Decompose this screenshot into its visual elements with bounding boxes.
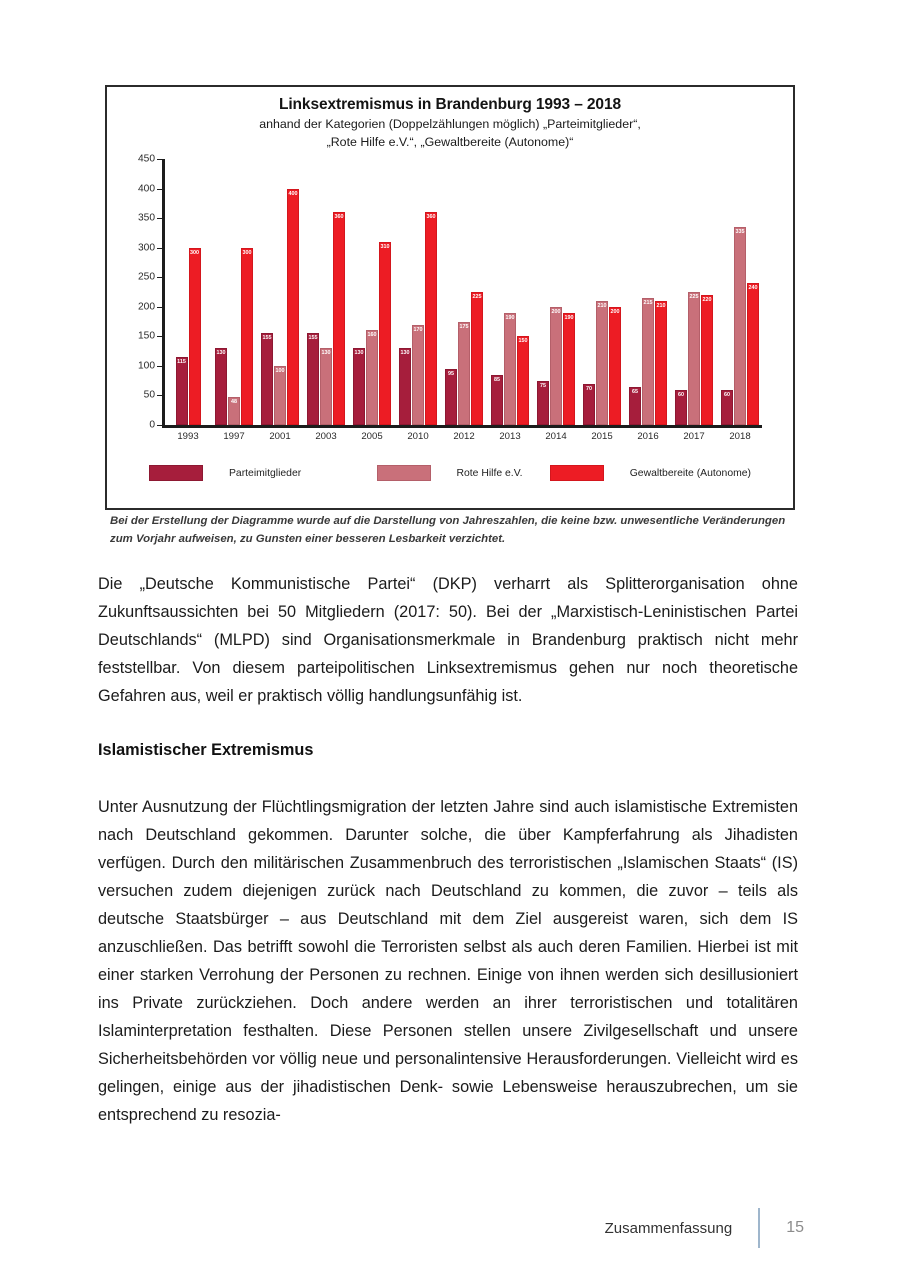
legend-item[interactable] <box>149 465 349 481</box>
bar-value-label: 360 <box>426 214 436 221</box>
bar-value-label: 225 <box>689 294 699 300</box>
bar-value-label: 200 <box>610 308 620 315</box>
bar[interactable] <box>412 325 424 425</box>
bar-group <box>717 159 763 425</box>
legend-swatch <box>149 465 203 481</box>
bar-value-label: 300 <box>190 249 199 256</box>
bar[interactable] <box>688 292 700 425</box>
bar[interactable] <box>379 242 391 425</box>
y-axis <box>107 153 161 431</box>
bar-value-label: 210 <box>597 302 607 309</box>
body-content <box>98 570 798 1129</box>
bar[interactable] <box>307 333 319 425</box>
bar-value-label: 225 <box>472 294 482 300</box>
bar-group <box>257 159 303 425</box>
footer-divider <box>758 1208 760 1248</box>
bar-value-label: 75 <box>540 382 546 389</box>
paragraph-linksextremismus: Die „Deutsche Kommunistische Partei“ (DKP) verharrt als Splitterorganisation ohne Zukunftsaussichten bei 50 Mitgliedern (2017: 50). Bei der „Marxistisch-Leninistischen Partei Deutschlands“ (MLPD) sind Organisationsmerkmale in Brandenburg praktisch nicht mehr feststellbar. Von diesem parteipolitischen Linksextremismus gehen nur noch theoretische Gefahren aus, weil er praktisch völlig handlungsunfähig ist. <box>98 575 798 706</box>
bar-value-label: 150 <box>518 338 528 345</box>
bar[interactable] <box>642 298 654 425</box>
x-axis-tick-label: 1997 <box>223 431 245 442</box>
bar-value-label: 130 <box>400 350 410 357</box>
bar-group <box>165 159 211 425</box>
y-axis-tick-label: 200 <box>138 301 155 313</box>
y-axis-tick-label: 400 <box>138 183 155 195</box>
bar-value-label: 95 <box>448 370 454 377</box>
x-axis-tick-label: 2003 <box>315 431 337 442</box>
bar[interactable] <box>517 336 529 425</box>
bar-value-label: 200 <box>551 308 561 315</box>
footer-page-number: 15 <box>786 1219 804 1236</box>
bar[interactable] <box>425 212 437 425</box>
legend-label: Rote Hilfe e.V. <box>456 467 523 479</box>
bar-value-label: 400 <box>288 190 298 197</box>
bar[interactable] <box>537 381 549 425</box>
bar-value-label: 335 <box>735 228 745 235</box>
y-axis-tick-label: 0 <box>149 419 155 431</box>
bar[interactable] <box>458 322 470 425</box>
bar-value-label: 60 <box>678 391 684 398</box>
x-axis-tick-label: 2010 <box>407 431 429 442</box>
y-axis-tick-label: 250 <box>138 271 155 283</box>
bar[interactable] <box>287 189 299 425</box>
bar-value-label: 155 <box>308 335 318 342</box>
chart-plot-area <box>107 153 793 449</box>
chart-subtitle-line-1: anhand der Kategorien (Doppelzählungen möglich) „Parteimitglieder“, <box>259 117 641 131</box>
bar-value-label: 240 <box>748 285 758 292</box>
y-axis-tick-label: 50 <box>143 389 155 401</box>
bar-groups <box>165 159 763 425</box>
heading-islamistischer-extremismus: Islamistischer Extremismus <box>98 741 314 760</box>
bar-value-label: 215 <box>643 299 653 306</box>
bar-group <box>303 159 349 425</box>
bar-group <box>625 159 671 425</box>
x-axis-labels <box>165 431 763 442</box>
paragraph-islamismus: Unter Ausnutzung der Flüchtlingsmigration der letzten Jahre sind auch islamistische Extremisten nach Deutschland gekommen. Darunter solche, die über Kampferfahrung als Jihadisten verfügen. Durch den militärischen Zusammenbruch des terroristischen „Islamischen Staats“ (IS) versuchen zudem diejenigen zurück nach Deutschland zu kommen, die zuvor – teils als deutsche Staatsbürger – aus Deutschland mit dem Ziel ausgereist waren, sich dem IS anzuschließen. Das betrifft sowohl die Terroristen selbst als auch deren Familien. Hierbei ist mit einer starken Verrohung der Personen zu rechnen. Einige von ihnen werden sich desillusioniert ins Private zurückziehen. Doch andere werden an ihrer terroristischen und totalitären Islaminterpretation festhalten. Diese Personen stellen unsere Zivilgesellschaft und unsere Sicherheitsbehörden vor völlig neue und personalintensive Herausforderungen. Vielleicht wird es gelingen, einige aus der jihadistischen Denk- sowie Lebensweise herauszubrechen, um sie entsprechend zu resozia- <box>98 797 798 1124</box>
bar[interactable] <box>445 369 457 425</box>
bar[interactable] <box>366 330 378 425</box>
x-axis-tick-label: 2017 <box>683 431 705 442</box>
bar-group <box>211 159 257 425</box>
bar-value-label: 310 <box>380 243 390 250</box>
bar-value-label: 130 <box>216 350 226 357</box>
bar-value-label: 300 <box>242 249 252 256</box>
bar-group <box>533 159 579 425</box>
x-axis-tick-label: 1993 <box>177 431 199 442</box>
figure-caption: Bei der Erstellung der Diagramme wurde auf die Darstellung von Jahreszahlen, die keine bzw. unwesentliche Veränderungen zum Vorjahr aufweisen, zu Gunsten einer besseren Lesbarkeit verzichtet. <box>110 515 786 545</box>
bar-group <box>487 159 533 425</box>
bar-value-label: 65 <box>632 388 638 395</box>
bar-value-label: 130 <box>354 350 364 357</box>
bar-value-label: 360 <box>334 214 344 221</box>
bar-value-label: 115 <box>177 359 186 366</box>
bar-value-label: 85 <box>494 376 500 383</box>
y-axis-tick-label: 150 <box>138 330 155 342</box>
bar-value-label: 155 <box>262 335 272 342</box>
y-axis-tick-label: 100 <box>138 360 155 372</box>
bar-group <box>671 159 717 425</box>
bar[interactable] <box>176 357 188 425</box>
bar[interactable] <box>629 387 641 425</box>
bar[interactable] <box>504 313 516 425</box>
x-axis-tick-label: 2015 <box>591 431 613 442</box>
bar-value-label: 48 <box>231 398 237 405</box>
bar-value-label: 170 <box>413 326 423 333</box>
bar-value-label: 60 <box>724 391 730 398</box>
page-footer <box>0 1206 900 1250</box>
bar-value-label: 220 <box>702 296 712 303</box>
bar[interactable] <box>563 313 575 425</box>
bar[interactable] <box>333 212 345 425</box>
legend-item[interactable] <box>550 465 751 481</box>
bar-value-label: 100 <box>275 367 285 374</box>
bar-value-label: 160 <box>367 332 377 339</box>
bar[interactable] <box>583 384 595 425</box>
x-axis-tick-label: 2014 <box>545 431 567 442</box>
bar[interactable] <box>747 283 759 425</box>
bar[interactable] <box>399 348 411 425</box>
bar[interactable] <box>215 348 227 425</box>
bar[interactable] <box>320 348 332 425</box>
bar[interactable] <box>596 301 608 425</box>
bar[interactable] <box>609 307 621 425</box>
footer-section-label: Zusammenfassung <box>604 1219 733 1237</box>
bar[interactable] <box>261 333 273 425</box>
chart-subtitle-line-2: „Rote Hilfe e.V.“, „Gewaltbereite (Autonome)“ <box>326 135 574 150</box>
bar-group <box>579 159 625 425</box>
y-axis-tick-label: 350 <box>138 212 155 224</box>
y-axis-tick-label: 450 <box>138 153 155 165</box>
bar[interactable] <box>189 248 201 425</box>
chart-title-block <box>107 87 793 151</box>
bar-value-label: 175 <box>459 323 469 330</box>
x-axis-tick-label: 2001 <box>269 431 291 442</box>
bar-group <box>441 159 487 425</box>
x-axis-tick-label: 2012 <box>453 431 475 442</box>
bar-value-label: 70 <box>586 385 592 392</box>
bar-value-label: 130 <box>321 350 331 357</box>
y-axis-tick-label: 300 <box>138 242 155 254</box>
legend-swatch <box>377 465 431 481</box>
legend-swatch <box>550 465 604 481</box>
bar-value-label: 210 <box>656 302 666 309</box>
bar[interactable] <box>675 390 687 425</box>
bar[interactable] <box>550 307 562 425</box>
chart-figure <box>105 85 795 510</box>
legend-item[interactable] <box>349 465 549 481</box>
bar-value-label: 190 <box>505 314 515 321</box>
bar[interactable] <box>655 301 667 425</box>
bar[interactable] <box>228 397 240 425</box>
x-axis-tick-label: 2005 <box>361 431 383 442</box>
bar[interactable] <box>471 292 483 425</box>
legend-label: Parteimitglieder <box>229 467 302 479</box>
x-axis-tick-label: 2018 <box>729 431 751 442</box>
chart-title: Linksextremismus in Brandenburg 1993 – 2018 <box>278 96 621 113</box>
bar-group <box>395 159 441 425</box>
bar[interactable] <box>721 390 733 425</box>
bar[interactable] <box>274 366 286 425</box>
chart-legend <box>107 465 793 481</box>
bar[interactable] <box>241 248 253 425</box>
bar[interactable] <box>491 375 503 425</box>
bar-group <box>349 159 395 425</box>
bar-value-label: 190 <box>564 314 574 321</box>
x-axis-line <box>162 425 762 428</box>
x-axis-tick-label: 2013 <box>499 431 521 442</box>
bar[interactable] <box>353 348 365 425</box>
bar[interactable] <box>701 295 713 425</box>
legend-label: Gewaltbereite (Autonome) <box>629 467 752 479</box>
bar[interactable] <box>734 227 746 425</box>
x-axis-tick-label: 2016 <box>637 431 659 442</box>
